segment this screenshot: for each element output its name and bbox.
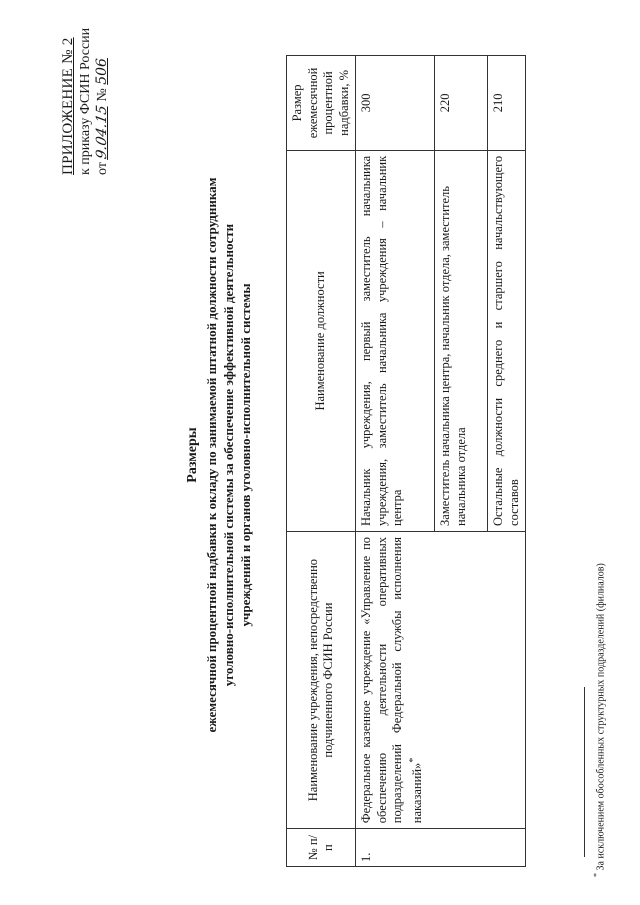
row-rate: 300: [356, 56, 435, 151]
appendix-order-reference: к приказу ФСИН России: [78, 27, 93, 175]
row-institution: Федеральное казенное учреждение «Управление по обеспечению деятельности оперативных подразделений Федеральной службы исполнения наказаний»*: [356, 531, 526, 828]
handwritten-number: 506: [94, 58, 110, 85]
row-position: Заместитель начальника центра, начальник отдела, заместитель начальника отдела: [435, 150, 488, 531]
footnote-text: За исключением обособленных структурных подразделений (филиалов): [595, 563, 607, 871]
document-title: [185, 85, 254, 825]
header-rate: Размер ежемесячной процентной надбавки, %: [287, 56, 356, 151]
footnote-marker: *: [407, 757, 419, 763]
appendix-title: ПРИЛОЖЕНИЕ № 2: [60, 37, 76, 175]
title-line-1: ежемесячной процентной надбавки к окладу по занимаемой штатной должности сотрудникам: [204, 177, 219, 733]
title-line-3: учреждений и органов уголовно-исполнительной системы: [238, 283, 253, 627]
table-header-row: [287, 56, 356, 867]
footnote-divider: [584, 687, 585, 857]
header-position: Наименование должности: [287, 150, 356, 531]
row-rate: 220: [435, 56, 488, 151]
handwritten-date: 9.04.15: [94, 103, 110, 160]
appendix-date-number: от 9.04.15 № 506: [94, 58, 110, 175]
allowance-table: [286, 55, 526, 867]
row-position: Остальные должности среднего и старшего начальствующего составов: [488, 150, 526, 531]
table-row: [356, 56, 435, 867]
header-num: № п/п: [287, 829, 356, 867]
appendix-block: [60, 0, 111, 175]
row-num: 1.: [356, 829, 526, 867]
row-rate: 210: [488, 56, 526, 151]
title-heading: Размеры: [185, 427, 200, 483]
title-line-2: уголовно-исполнительной системы за обеспечение эффективной деятельности: [221, 223, 236, 687]
footnote-mark: *: [592, 873, 601, 877]
header-institution: Наименование учреждения, непосредственно подчиненного ФСИН России: [287, 531, 356, 828]
row-position: Начальник учреждения, первый заместитель начальника учреждения, заместитель начальника учреждения – начальник центра: [356, 150, 435, 531]
footnote: [592, 563, 606, 877]
